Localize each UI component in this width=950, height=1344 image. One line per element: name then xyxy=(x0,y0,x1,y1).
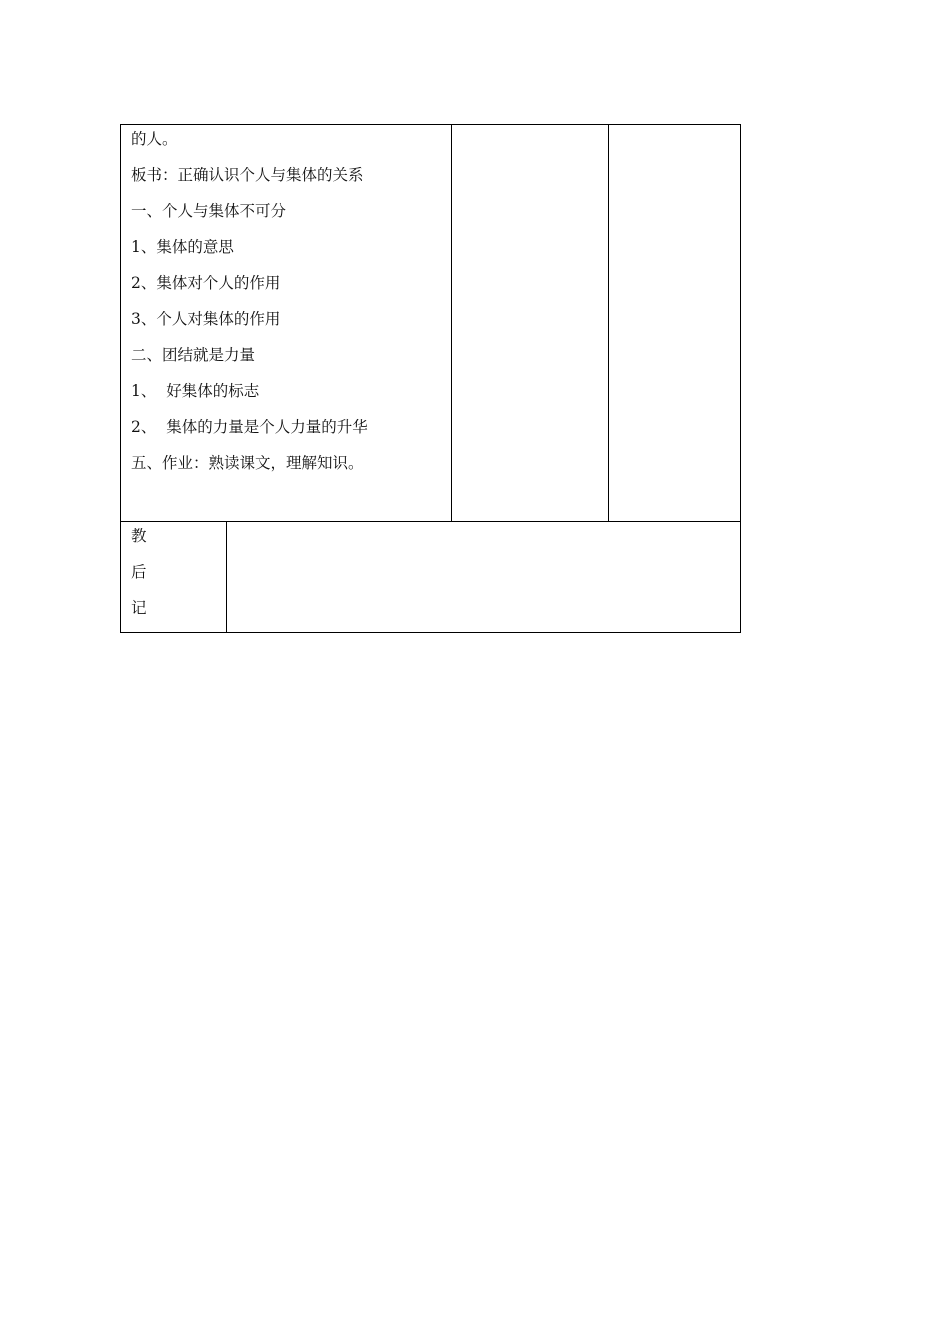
reflection-label xyxy=(131,523,147,631)
empty-cell-middle xyxy=(452,125,608,521)
lesson-plan-table xyxy=(120,124,741,633)
reflection-content-cell xyxy=(227,522,740,632)
lesson-content-cell xyxy=(131,127,368,487)
content-line: 二、团结就是力量 xyxy=(131,346,256,364)
content-line: 3、个人对集体的作用 xyxy=(131,310,281,328)
content-line: 五、作业：熟读课文，理解知识。 xyxy=(131,454,364,472)
empty-cell-right xyxy=(609,125,740,521)
content-line: 2、 集体的力量是个人力量的升华 xyxy=(131,418,368,436)
content-line: 2、集体对个人的作用 xyxy=(131,274,281,292)
reflection-label-char: 教 xyxy=(131,527,147,545)
content-line: 一、个人与集体不可分 xyxy=(131,202,287,220)
content-line: 1、集体的意思 xyxy=(131,238,234,256)
reflection-label-char: 记 xyxy=(131,599,147,617)
content-line: 的人。 xyxy=(131,130,178,148)
content-line: 板书：正确认识个人与集体的关系 xyxy=(131,166,364,184)
content-line: 1、 好集体的标志 xyxy=(131,382,260,400)
reflection-label-char: 后 xyxy=(131,563,147,581)
